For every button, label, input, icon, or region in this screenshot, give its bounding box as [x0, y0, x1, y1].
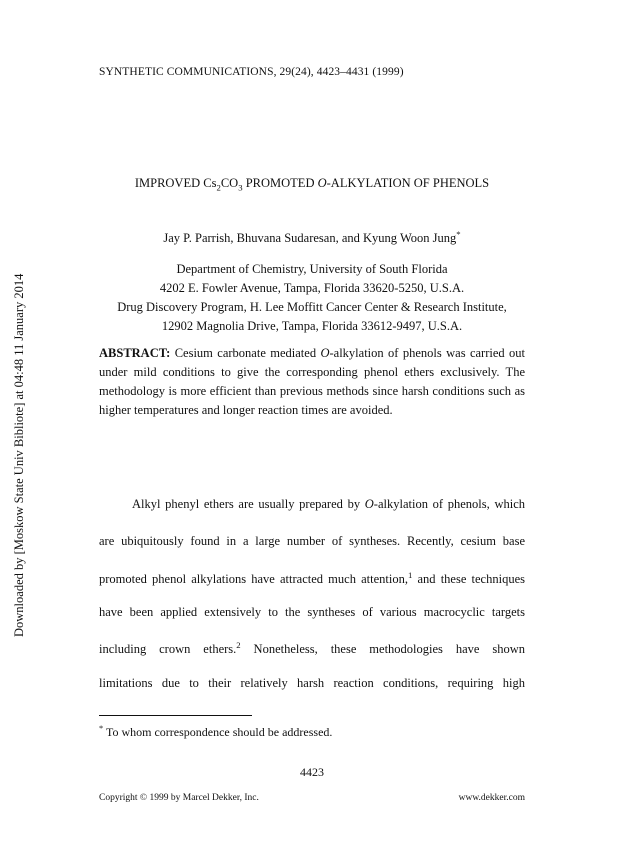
body-text: Nonetheless, these methodologies have shown — [240, 642, 525, 657]
footnote-text: To whom correspondence should be addressed. — [103, 725, 333, 739]
abstract-label: ABSTRACT: — [99, 346, 171, 360]
authors — [0, 229, 624, 246]
title-space: PROMOTED — [242, 176, 318, 190]
title-suffix: -ALKYLATION OF PHENOLS — [326, 176, 490, 190]
body-paragraph-line — [99, 640, 525, 657]
author-names: Jay P. Parrish, Bhuvana Sudaresan, and Kyung Woon Jung — [163, 231, 457, 246]
abstract-text-b: -alkylation of phenols was carried out under mild conditions to give the corresponding phenol ethers exclusively. The methodology is more efficient than previous methods since harsh conditions such as higher temperatures and longer reaction times are avoided. — [99, 346, 525, 417]
footnote — [99, 724, 332, 740]
footnote-mark: * — [99, 724, 104, 733]
article-title — [0, 176, 624, 193]
body-text: -alkylation of phenols, which — [373, 497, 525, 511]
affiliation-line: Department of Chemistry, University of South Florida — [176, 262, 448, 276]
reference-2: 2 — [236, 640, 241, 650]
body-paragraph-line — [99, 570, 525, 587]
body-paragraph-line: have been applied extensively to the syntheses of various macrocyclic targets — [99, 605, 525, 619]
body-italic-o: O — [364, 497, 374, 511]
reference-1: 1 — [407, 570, 413, 580]
affiliation-line: 12902 Magnolia Drive, Tampa, Florida 33612-9497, U.S.A. — [161, 319, 463, 333]
abstract-italic-o: O — [320, 346, 330, 360]
body-text: Alkyl phenyl ethers are usually prepared by — [132, 497, 365, 511]
body-paragraph-line — [99, 497, 525, 512]
abstract-text-a: Cesium carbonate mediated — [170, 346, 321, 360]
download-notice: Downloaded by [Moskow State Univ Bibliote] at 04:48 11 January 2014 — [12, 273, 26, 637]
abstract — [99, 344, 525, 420]
copyright-notice: Copyright © 1999 by Marcel Dekker, Inc. — [99, 793, 259, 803]
corresponding-author-mark: * — [456, 229, 461, 239]
body-text: and these techniques — [412, 572, 525, 587]
title-prefix: IMPROVED Cs — [134, 176, 217, 190]
body-text: including crown ethers. — [99, 642, 237, 657]
title-subscript-2: 3 — [238, 182, 243, 193]
title-subscript-1: 2 — [216, 182, 221, 193]
publisher-website: www.dekker.com — [458, 793, 525, 803]
affiliation-line: Drug Discovery Program, H. Lee Moffitt Cancer Center & Research Institute, — [117, 300, 507, 314]
body-paragraph-line: limitations due to their relatively harsh reaction conditions, requiring high — [99, 676, 525, 690]
affiliation-line: 4202 E. Fowler Avenue, Tampa, Florida 33620-5250, U.S.A. — [159, 281, 465, 295]
journal-header: SYNTHETIC COMMUNICATIONS, 29(24), 4423–4431 (1999) — [99, 66, 404, 78]
title-mid: CO — [220, 176, 239, 190]
body-paragraph-line: are ubiquitously found in a large number of syntheses. Recently, cesium base — [99, 534, 525, 548]
title-italic-o: O — [317, 176, 327, 190]
body-text: promoted phenol alkylations have attracted much attention, — [99, 572, 408, 587]
page-number: 4423 — [300, 765, 324, 779]
footnote-divider — [99, 715, 252, 716]
